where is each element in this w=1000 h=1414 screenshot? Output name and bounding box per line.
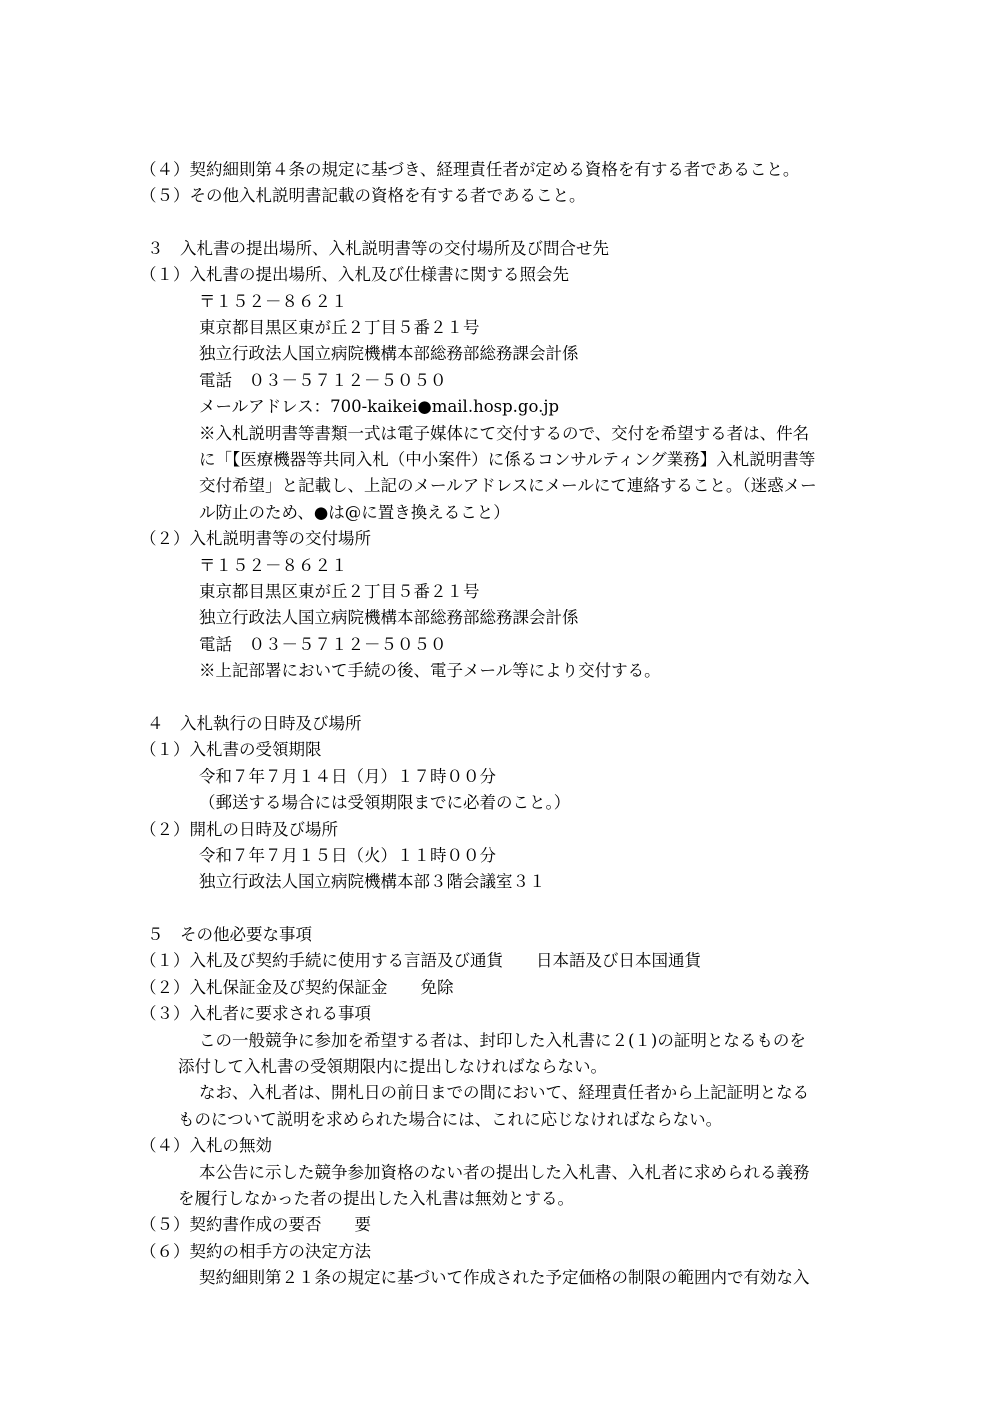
text-line: ル防止のため、●は@に置き換えること） bbox=[199, 503, 510, 522]
text-line: （２）入札説明書等の交付場所 bbox=[140, 529, 371, 548]
text-line: 独立行政法人国立病院機構本部総務部総務課会計係 bbox=[199, 608, 579, 627]
text-line: （５）その他入札説明書記載の資格を有する者であること。 bbox=[140, 186, 586, 205]
text-line: ※入札説明書等書類一式は電子媒体にて交付するので、交付を希望する者は、件名 bbox=[199, 424, 810, 443]
text-line: ものについて説明を求められた場合には、これに応じなければならない。 bbox=[178, 1110, 723, 1129]
text-line: ※上記部署において手続の後、電子メール等により交付する。 bbox=[199, 661, 661, 680]
text-line: 令和７年７月１４日（月）１７時００分 bbox=[199, 767, 496, 786]
text-line: （１）入札及び契約手続に使用する言語及び通貨 日本語及び日本国通貨 bbox=[140, 951, 701, 970]
text-line: 契約細則第２１条の規定に基づいて作成された予定価格の制限の範囲内で有効な入 bbox=[199, 1268, 810, 1287]
section-heading: ５ その他必要な事項 bbox=[147, 925, 312, 944]
section-heading: ４ 入札執行の日時及び場所 bbox=[147, 714, 362, 733]
text-line: 〒１５２－８６２１ bbox=[199, 556, 348, 575]
text-line: 独立行政法人国立病院機構本部３階会議室３１ bbox=[199, 872, 546, 891]
text-line: （４）入札の無効 bbox=[140, 1136, 272, 1155]
text-line: 添付して入札書の受領期限内に提出しなければならない。 bbox=[178, 1057, 607, 1076]
text-line: 電話 ０３－５７１２－５０５０ bbox=[199, 371, 447, 390]
text-line: 東京都目黒区東が丘２丁目５番２１号 bbox=[199, 582, 480, 601]
text-line: この一般競争に参加を希望する者は、封印した入札書に２(１)の証明となるものを bbox=[199, 1031, 806, 1050]
text-line: を履行しなかった者の提出した入札書は無効とする。 bbox=[178, 1189, 574, 1208]
text-line: 電話 ０３－５７１２－５０５０ bbox=[199, 635, 447, 654]
text-line: （２）入札保証金及び契約保証金 免除 bbox=[140, 978, 454, 997]
text-line: （１）入札書の提出場所、入札及び仕様書に関する照会先 bbox=[140, 265, 569, 284]
text-line: 東京都目黒区東が丘２丁目５番２１号 bbox=[199, 318, 480, 337]
text-line: なお、入札者は、開札日の前日までの間において、経理責任者から上記証明となる bbox=[199, 1083, 810, 1102]
text-line: 交付希望」と記載し、上記のメールアドレスにメールにて連絡すること。（迷惑メー bbox=[199, 476, 817, 495]
section-heading: ３ 入札書の提出場所、入札説明書等の交付場所及び問合せ先 bbox=[147, 239, 609, 258]
text-line: 独立行政法人国立病院機構本部総務部総務課会計係 bbox=[199, 344, 579, 363]
text-line: （２）開札の日時及び場所 bbox=[140, 820, 338, 839]
text-line: 令和７年７月１５日（火）１１時００分 bbox=[199, 846, 496, 865]
text-line: （３）入札者に要求される事項 bbox=[140, 1004, 371, 1023]
text-line: 本公告に示した競争参加資格のない者の提出した入札書、入札者に求められる義務 bbox=[199, 1163, 810, 1182]
text-line: に「【医療機器等共同入札（中小案件）に係るコンサルティング業務】入札説明書等 bbox=[199, 450, 816, 469]
text-line: （５）契約書作成の要否 要 bbox=[140, 1215, 371, 1234]
text-line: メールアドレス：700-kaikei●mail.hosp.go.jp bbox=[199, 397, 560, 416]
text-line: 〒１５２－８６２１ bbox=[199, 292, 348, 311]
text-line: （１）入札書の受領期限 bbox=[140, 740, 322, 759]
text-line: （４）契約細則第４条の規定に基づき、経理責任者が定める資格を有する者であること。 bbox=[140, 160, 800, 179]
text-line: （郵送する場合には受領期限までに必着のこと。） bbox=[199, 793, 571, 812]
text-line: （６）契約の相手方の決定方法 bbox=[140, 1242, 371, 1261]
